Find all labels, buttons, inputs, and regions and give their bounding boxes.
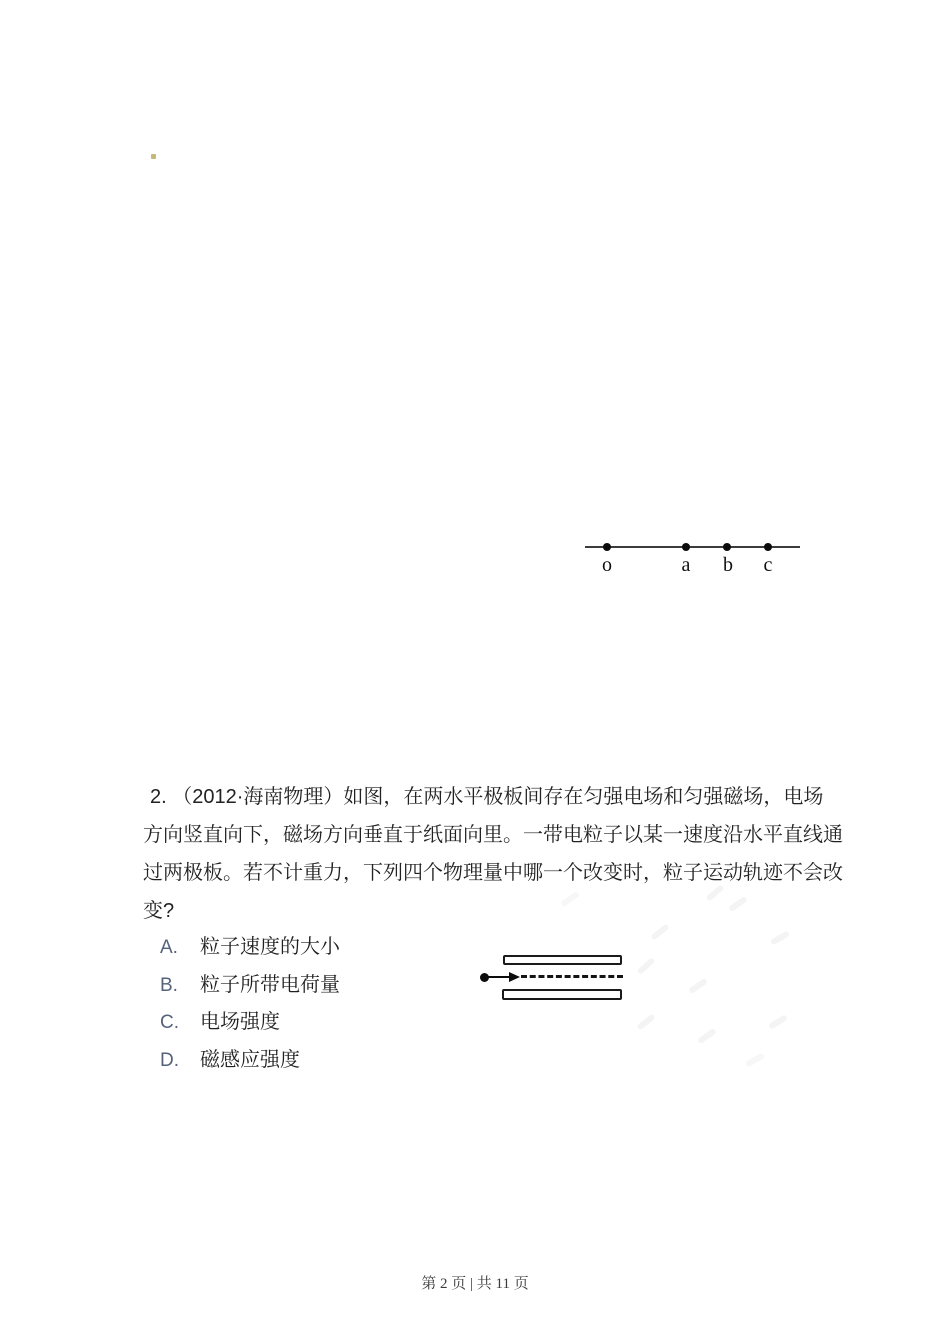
option-b-letter: B. <box>160 975 178 996</box>
page-footer <box>0 1272 950 1293</box>
option-c-text: 电场强度 <box>200 1011 280 1033</box>
point-label-b: b <box>723 554 733 576</box>
question-text-line-2: 方向竖直向下，磁场方向垂直于纸面向里。一带电粒子以某一速度沿水平直线通 <box>143 824 843 846</box>
option-a <box>160 936 340 959</box>
page-number-text: 第 2 页 | 共 11 页 <box>421 1276 529 1292</box>
option-a-text: 粒子速度的大小 <box>200 936 340 958</box>
point-label-c: c <box>763 554 773 576</box>
top-plate <box>503 955 622 965</box>
trajectory-dashed-line <box>521 975 623 978</box>
option-b <box>160 974 340 997</box>
option-d-text: 磁感应强度 <box>200 1049 300 1071</box>
bottom-plate <box>502 989 622 1000</box>
question-text-line-4: 变? <box>143 900 175 922</box>
velocity-arrow-shaft <box>487 976 511 978</box>
point-dot-b <box>723 543 731 551</box>
option-d <box>160 1049 300 1072</box>
point-dot-c <box>764 543 772 551</box>
option-d-letter: D. <box>160 1050 179 1071</box>
option-a-letter: A. <box>160 937 178 958</box>
option-b-text: 粒子所带电荷量 <box>200 974 340 996</box>
velocity-arrow-head-icon <box>509 972 520 982</box>
option-c-letter: C. <box>160 1012 179 1033</box>
question-text-line-3: 过两极板。若不计重力，下列四个物理量中哪一个改变时，粒子运动轨迹不会改 <box>143 862 843 884</box>
point-dot-o <box>603 543 611 551</box>
scan-artifact-dot <box>151 154 156 159</box>
point-label-a: a <box>681 554 691 576</box>
option-c <box>160 1011 280 1034</box>
point-label-o: o <box>602 554 612 576</box>
point-dot-a <box>682 543 690 551</box>
question-text-line-1: 2. （2012·海南物理）如图，在两水平极板间存在匀强电场和匀强磁场，电场 <box>150 786 824 808</box>
